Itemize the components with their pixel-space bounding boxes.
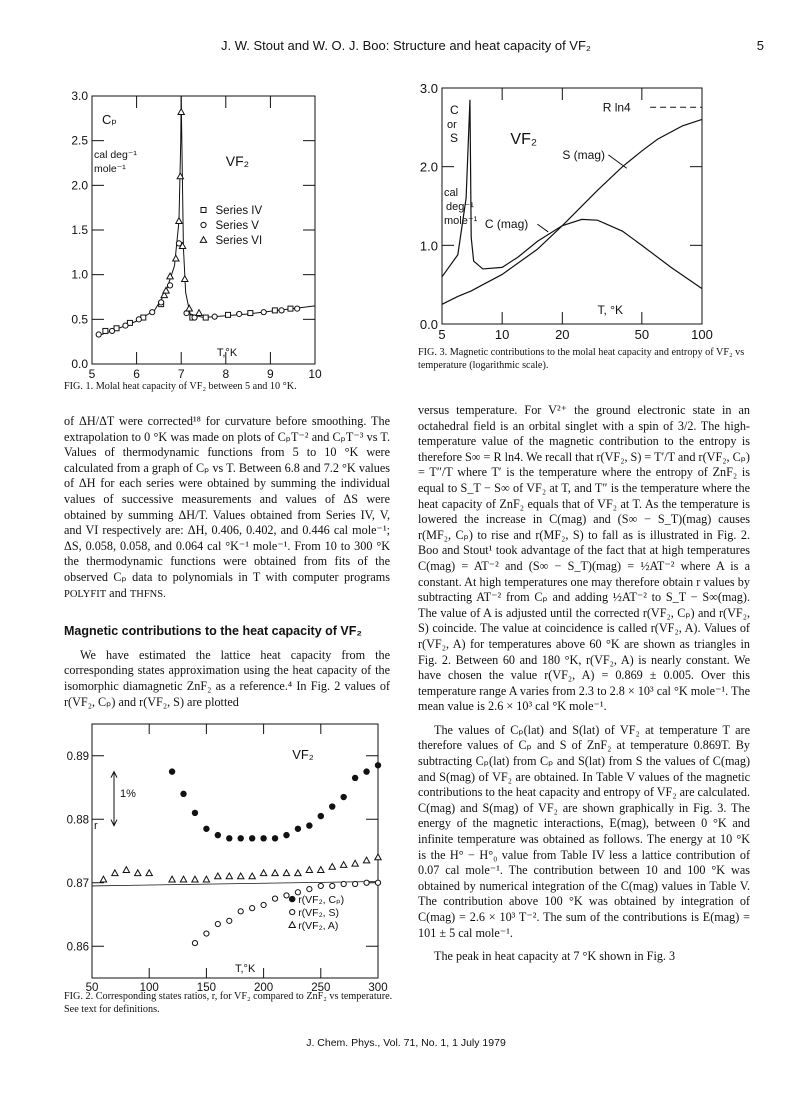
data-point-r-vf-c-: [283, 832, 289, 838]
data-point-r-vf-a-: [318, 867, 324, 873]
data-point-r-vf-c-: [375, 762, 381, 768]
data-point-series-iv: [203, 315, 208, 320]
data-point-r-vf-c-: [180, 791, 186, 797]
data-point-r-vf-a-: [100, 876, 106, 882]
data-point-r-vf-s-: [227, 918, 232, 923]
data-point-series-v: [279, 308, 284, 313]
x-tick-label: 200: [254, 982, 274, 994]
data-point-r-vf-s-: [215, 921, 220, 926]
running-title: J. W. Stout and W. O. J. Boo: Structure and heat capacity of VF₂: [221, 38, 591, 53]
data-point-r-vf-c-: [226, 835, 232, 841]
compound-label: VF₂: [292, 746, 314, 762]
data-point-r-vf-a-: [283, 870, 289, 876]
right-column-text: [418, 403, 750, 965]
data-point-series-v: [212, 314, 217, 319]
data-point-r-vf-a-: [375, 854, 381, 860]
data-point-r-vf-s-: [353, 881, 358, 886]
y-tick-label: 3.0: [419, 81, 438, 96]
data-point-r-vf-c-: [260, 835, 266, 841]
legend-marker: [201, 222, 206, 227]
data-point-r-vf-a-: [180, 876, 186, 882]
section-heading: Magnetic contributions to the heat capacity of VF₂: [64, 624, 362, 639]
data-point-r-vf-c-: [352, 775, 358, 781]
data-point-r-vf-c-: [363, 768, 369, 774]
x-axis-label: T,°K: [216, 347, 238, 359]
asymptote-label: R ln4: [602, 100, 631, 115]
data-point-r-vf-c-: [318, 813, 324, 819]
series-label-s: S (mag): [562, 147, 606, 162]
data-point-r-vf-a-: [192, 876, 198, 882]
plot-frame: [92, 724, 378, 978]
data-point-series-v: [261, 310, 266, 315]
data-point-series-v: [109, 328, 114, 333]
data-point-series-v: [295, 306, 300, 311]
x-axis-label: T, °K: [597, 303, 623, 317]
data-point-r-vf-a-: [249, 873, 255, 879]
y-axis-unit: cal deg⁻¹: [94, 149, 137, 161]
x-tick-label: 5: [438, 327, 446, 342]
y-tick-label: 0.0: [419, 317, 438, 332]
compound-label: VF₂: [510, 131, 538, 148]
data-point-r-vf-c-: [169, 768, 175, 774]
x-tick-label: 100: [691, 327, 713, 342]
x-tick-label: 7: [177, 367, 185, 381]
x-tick-label: 10: [494, 327, 510, 342]
data-point-r-vf-s-: [261, 902, 266, 907]
series-label-c: C (mag): [484, 217, 529, 232]
data-point-series-vi: [178, 109, 184, 115]
data-point-r-vf-s-: [250, 906, 255, 911]
data-point-series-v: [150, 310, 155, 315]
y-tick-label: 3.0: [71, 89, 88, 103]
data-point-r-vf-a-: [238, 873, 244, 879]
data-point-r-vf-a-: [340, 862, 346, 868]
y-tick-label: 2.5: [71, 133, 88, 148]
figure-3-caption: FIG. 3. Magnetic contributions to the molal heat capacity and entropy of VF₂ vs temperature (logarithmic scale).: [418, 347, 745, 371]
legend-marker: [290, 909, 295, 914]
y-axis-or: or: [447, 119, 457, 131]
data-point-r-vf-c-: [340, 794, 346, 800]
legend-label: Series V: [215, 220, 259, 232]
data-point-r-vf-s-: [364, 880, 369, 885]
leader-c: [537, 224, 548, 232]
data-point-series-vi: [176, 218, 182, 224]
x-tick-label: 250: [311, 982, 331, 994]
x-tick-label: 150: [196, 982, 216, 994]
data-point-series-v: [96, 332, 101, 337]
y-tick-label: 0.5: [71, 312, 88, 327]
page-number: 5: [756, 38, 764, 53]
data-point-series-iv: [103, 328, 108, 333]
left-column-text: [64, 414, 390, 710]
data-point-r-vf-c-: [295, 826, 301, 832]
y-tick-label: 0.87: [66, 877, 89, 890]
data-point-r-vf-a-: [123, 867, 129, 873]
data-point-series-v: [159, 300, 164, 305]
data-point-r-vf-a-: [272, 870, 278, 876]
data-point-series-vi: [196, 310, 202, 316]
figure-1-chart: [60, 82, 330, 381]
y-tick-label: 0.86: [66, 941, 89, 954]
data-point-r-vf-a-: [135, 870, 141, 876]
data-point-r-vf-a-: [295, 870, 301, 876]
y-axis-symbol: Cₚ: [102, 112, 117, 127]
right-paragraph-3: The peak in heat capacity at 7 °K shown in Fig. 3: [434, 949, 676, 964]
y-tick-label: 1.0: [419, 238, 438, 254]
legend-marker: [200, 237, 206, 243]
data-point-r-vf-a-: [112, 870, 118, 876]
data-point-r-vf-s-: [341, 881, 346, 886]
data-point-r-vf-s-: [204, 931, 209, 936]
y-axis-unit-3: mole⁻¹: [444, 215, 478, 227]
legend-marker: [201, 208, 206, 213]
y-tick-label: 0.88: [66, 814, 89, 827]
data-point-r-vf-s-: [307, 887, 312, 892]
data-point-r-vf-a-: [215, 873, 221, 879]
data-point-r-vf-s-: [318, 883, 323, 888]
data-point-series-v: [136, 317, 141, 322]
data-point-r-vf-c-: [215, 832, 221, 838]
data-point-series-iv: [288, 306, 293, 311]
x-tick-label: 6: [133, 367, 140, 381]
running-header: [0, 38, 812, 58]
y-tick-label: 2.0: [419, 159, 438, 175]
data-point-r-vf-s-: [192, 940, 197, 945]
data-point-r-vf-s-: [272, 896, 277, 901]
left-paragraph-2: We have estimated the lattice heat capacity from the corresponding states approximation using the heat capacity of the isomorphic diamagnetic ZnF₂ as a reference.⁴ In Fig. 2 values of r(VF₂, Cₚ) and r(VF₂, S) are plotted: [64, 647, 390, 709]
y-tick-label: 0.0: [71, 357, 88, 371]
legend-label: r(VF₂, A): [298, 920, 339, 933]
data-point-r-vf-c-: [192, 810, 198, 816]
y-axis-c: C: [450, 103, 459, 117]
journal-footer: J. Chem. Phys., Vol. 71, No. 1, 1 July 1979: [306, 1037, 506, 1049]
data-point-r-vf-a-: [169, 876, 175, 882]
data-point-r-vf-c-: [238, 835, 244, 841]
data-point-series-vi: [163, 287, 169, 293]
figure-2-caption: FIG. 2. Corresponding states ratios, r, for VF₂ compared to ZnF₂ vs temperature. See text for definitions.: [64, 991, 393, 1015]
legend-label: r(VF₂, S): [298, 907, 340, 920]
data-point-r-vf-a-: [260, 870, 266, 876]
data-point-series-vi: [182, 276, 188, 282]
scale-bar-label: 1%: [120, 788, 136, 801]
right-paragraph-1: versus temperature. For V²⁺ the ground electronic state in an octahedral field is an orbital singlet with a spin of 3/2. The high-temperature value of the magnetic contribution to the entropy is therefore S∞ = R ln4. We recall that r(VF₂, S) = T′/T and r(VF₂, Cₚ) = T″/T where T′ is the temperature where the entropy of ZnF₂ is equal to S_T − S∞ of VF₂ at T, and T″ is the temperature where the heat capacity of ZnF₂ equals that of VF₂ at T. As the temperature is lowered the increase in C(mag) and (S∞ − S_T)(mag) causes r(MF₂, Cₚ) to rise and r(MF₂, S) to fall as is illustrated in Fig. 2. Boo and Stout¹ took advantage of the fact that at high temperatures C(mag) = AT⁻² and (S∞ − S_T)(mag) = ½AT⁻² where A is a constant. At high temperatures one may therefore obtain r values by subtracting AT⁻² from Cₚ and adding ½AT⁻² to S_T − S∞(mag). The value of A is adjusted until the corrected r(VF₂, Cₚ) and r(VF₂, S) coincide. The value at coincidence is called r(VF₂, A). Values of r(VF₂, A) for temperatures above 60 °K are shown as triangles in Fig. 2. Between 60 and 180 °K, r(VF₂, A) is nearly constant. We have chosen the value r(VF₂, A) = 0.869 ± 0.005. Over this temperature range A varies from 2.3 to 2.8 × 10³ cal °K mole⁻¹. The mean value is 2.6 × 10³ cal °K mole⁻¹.: [418, 403, 750, 714]
x-tick-label: 20: [555, 327, 570, 342]
series-c-mag-: [442, 100, 702, 289]
data-point-r-vf-a-: [306, 867, 312, 873]
data-point-series-v: [167, 283, 172, 288]
x-tick-label: 8: [222, 367, 230, 381]
right-paragraph-2: The values of Cₚ(lat) and S(lat) of VF₂ at temperature T are therefore values of Cₚ and S of ZnF₂ at temperature 0.869T. By subtracting Cₚ(lat) from Cₚ and S(lat) from S the values of C(mag) and S(mag) of VF₂ are obtained. In Table V values of the magnetic contributions to the heat capacity and entropy of VF₂ are calculated. C(mag) and S(mag) of VF₂ are shown graphically in Fig. 3. The energy of the magnetic interactions, E(mag), between 0 °K and infinite temperature was obtained as follows. The energy at 10 °K is the H° − H°₀ value from Table IV less a lattice contribution of 0.07 cal mole⁻¹. The contribution between 10 and 100 °K was obtained by numerical integration of the C(mag) values in Table V. The contribution above 100 °K was obtained by integration of C(mag) = 2.6 × 10³ T⁻². The sum of the contributions is E(mag) = 101 ± 5 cal mole⁻¹.: [418, 722, 750, 940]
data-point-r-vf-a-: [363, 857, 369, 863]
data-point-r-vf-c-: [306, 822, 312, 828]
x-tick-label: 300: [368, 982, 388, 994]
figure-2-chart: [60, 716, 390, 1016]
legend-label: r(VF₂, Cₚ): [298, 894, 345, 907]
x-tick-label: 10: [308, 367, 322, 381]
data-point-series-v: [237, 311, 242, 316]
y-axis-unit: cal: [444, 187, 459, 199]
data-point-r-vf-s-: [238, 909, 243, 914]
y-axis-s: S: [450, 131, 459, 145]
legend-label: Series VI: [215, 235, 263, 247]
data-point-r-vf-s-: [375, 880, 380, 885]
x-tick-label: 9: [267, 367, 274, 381]
plot-frame: [442, 88, 702, 324]
x-axis-label: T,°K: [235, 963, 256, 975]
y-axis-label: r: [94, 819, 98, 832]
data-point-r-vf-c-: [329, 803, 335, 809]
y-axis-unit-2: deg⁻¹: [446, 201, 474, 213]
x-tick-label: 5: [88, 367, 96, 381]
series-curve: [96, 96, 315, 336]
data-point-series-v: [123, 323, 128, 328]
data-point-series-vi: [186, 305, 192, 311]
data-point-r-vf-c-: [272, 835, 278, 841]
data-point-series-iv: [272, 308, 277, 313]
data-point-r-vf-a-: [329, 863, 335, 869]
data-point-r-vf-s-: [284, 893, 289, 898]
data-point-series-iv: [226, 312, 231, 317]
x-tick-label: 50: [634, 327, 650, 342]
data-point-series-vi: [173, 255, 179, 261]
data-point-r-vf-a-: [146, 870, 152, 876]
legend-label: Series IV: [215, 205, 263, 217]
left-paragraph-1: of ΔH/ΔT were corrected¹⁸ for curvature before smoothing. The extrapolation to 0 °K was made on plots of CₚT⁻² and CₚT⁻³ vs T. Values of thermodynamic functions from 5 to 10 °K were calculated from a graph of Cₚ vs T. Between 6.8 and 7.2 °K values of ΔH for each series were obtained by summing the individual values of successive measurements and values of ΔS were obtained by summing ΔH/T. Values obtained from Series IV, V, and VI respectively are: ΔH, 0.406, 0.402, and 0.446 cal mole⁻¹; ΔS, 0.058, 0.058, and 0.064 cal °K⁻¹ mole⁻¹. From 10 to 300 °K the thermodynamic functions were obtained from fits of the observed Cₚ data to polynomials in T with computer programs POLYFIT and THFNS.: [64, 414, 390, 600]
y-tick-label: 1.5: [71, 223, 88, 237]
leader-s: [608, 155, 626, 168]
legend-marker: [289, 922, 295, 928]
data-point-r-vf-a-: [203, 876, 209, 882]
y-tick-label: 1.0: [71, 267, 88, 282]
figure-1-caption: FIG. 1. Molal heat capacity of VF₂ between 5 and 10 °K.: [64, 381, 297, 392]
x-tick-label: 50: [85, 982, 99, 994]
data-point-series-iv: [248, 311, 253, 316]
data-point-r-vf-c-: [249, 835, 255, 841]
y-axis-unit-2: mole⁻¹: [94, 163, 126, 175]
y-tick-label: 2.0: [71, 178, 88, 193]
data-point-r-vf-s-: [330, 883, 335, 888]
figure-3-chart: [410, 78, 730, 343]
legend-marker: [289, 896, 295, 902]
data-point-r-vf-a-: [226, 873, 232, 879]
y-tick-label: 0.89: [66, 750, 89, 763]
data-point-r-vf-c-: [203, 826, 209, 832]
x-tick-label: 100: [139, 982, 159, 994]
data-point-r-vf-a-: [352, 860, 358, 866]
compound-label: VF₂: [225, 153, 250, 169]
